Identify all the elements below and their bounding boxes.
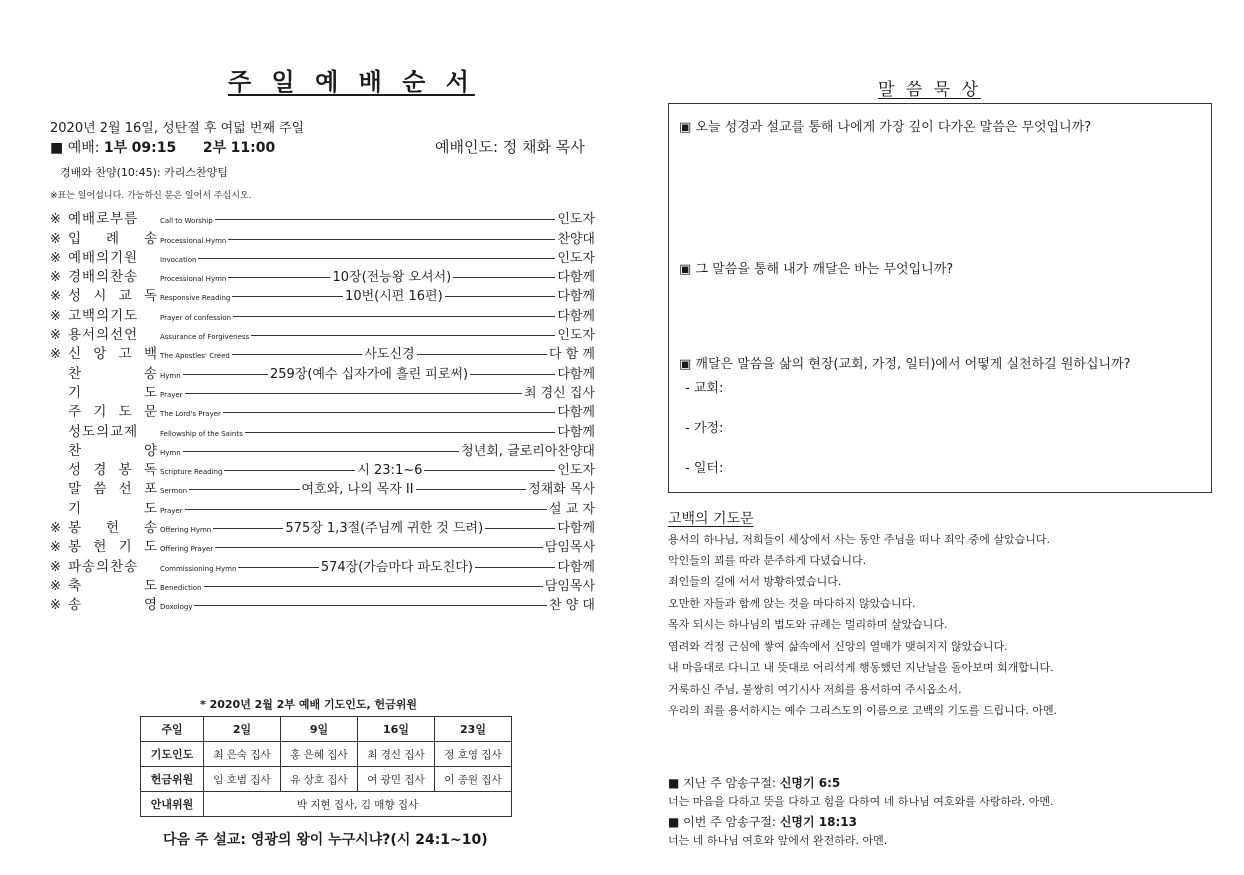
table-cell: 이 종원 집사 bbox=[435, 767, 512, 792]
table-cell: 여 광민 집사 bbox=[358, 767, 435, 792]
second-service-num: 2부 bbox=[202, 140, 227, 156]
service-date: 2020년 2월 16일, 성탄절 후 여덟 번째 주일 bbox=[50, 121, 305, 136]
order-mark-icon: ※ bbox=[50, 289, 61, 305]
order-item-name: 성 시 교 독 bbox=[68, 288, 158, 305]
duty-table-title: * 2020년 2월 2부 예배 기도인도, 헌금위원 bbox=[200, 698, 417, 711]
last-week-memory-verse bbox=[668, 774, 840, 791]
order-item-detail: 259장(예수 십자가에 흘린 피로써) bbox=[269, 366, 469, 382]
order-item-english: Prayer bbox=[160, 506, 183, 515]
leader-line bbox=[213, 528, 283, 529]
order-item-responsible: 찬 양 대 bbox=[549, 598, 595, 614]
order-row bbox=[50, 382, 595, 401]
order-item-english: Sermon bbox=[160, 487, 188, 496]
order-mark-icon: ※ bbox=[50, 250, 61, 266]
row-label: 기도인도 bbox=[141, 742, 204, 767]
table-row bbox=[141, 742, 512, 767]
order-item-responsible: 설 교 자 bbox=[549, 501, 595, 517]
order-mark-icon: ※ bbox=[50, 559, 61, 575]
order-item-english: Responsive Reading bbox=[160, 294, 231, 303]
order-row bbox=[50, 324, 595, 343]
service-label: 예배: bbox=[67, 140, 100, 156]
confession-line: 염려와 걱정 근심에 쌓여 삶속에서 신앙의 열매가 맺혀지지 않았습니다. bbox=[668, 640, 1008, 653]
leader-line bbox=[424, 470, 555, 471]
table-cell: 홍 은혜 집사 bbox=[281, 742, 358, 767]
leader-line bbox=[232, 296, 343, 297]
confession-line: 죄인들의 길에 서서 방황하였습니다. bbox=[668, 575, 842, 588]
order-row bbox=[50, 285, 595, 304]
leader-line bbox=[224, 470, 355, 471]
first-service-time: 09:15 bbox=[131, 140, 177, 156]
order-item-name: 예배의기원 bbox=[68, 249, 139, 266]
order-item-responsible: 인도자 bbox=[557, 328, 595, 344]
table-cell: 유 상호 집사 bbox=[281, 767, 358, 792]
order-row bbox=[50, 536, 595, 555]
order-item-detail: 여호와, 나의 목자 II bbox=[301, 482, 414, 498]
table-cell: 박 지현 집사, 김 매향 집사 bbox=[204, 792, 512, 817]
order-item-english: Doxology bbox=[160, 603, 193, 612]
order-item-name: 축 도 bbox=[68, 577, 158, 594]
leader-line bbox=[189, 489, 299, 490]
header-cell: 9일 bbox=[281, 717, 358, 742]
order-row bbox=[50, 401, 595, 420]
table-row bbox=[141, 792, 512, 817]
order-item-english: The Apostles' Creed bbox=[160, 352, 230, 361]
this-week-verse-text: 너는 네 하나님 여호와 앞에서 완전하라. 아멘. bbox=[668, 834, 888, 847]
leader-line bbox=[204, 586, 543, 587]
leader-line bbox=[183, 451, 459, 452]
order-mark-icon: ※ bbox=[50, 270, 61, 286]
order-mark-icon: ※ bbox=[50, 231, 61, 247]
order-item-name: 용서의선언 bbox=[68, 327, 139, 344]
stand-note: ※표는 일어섭니다. 가능하신 분은 일어서 주십시오. bbox=[50, 191, 252, 201]
order-item-name: 찬 양 bbox=[68, 442, 158, 459]
order-row bbox=[50, 459, 595, 478]
leader-line bbox=[416, 489, 526, 490]
first-service-num: 1부 bbox=[103, 140, 128, 156]
order-item-english: Benediction bbox=[160, 583, 202, 592]
confession-line: 내 마음대로 다니고 내 뜻대로 어리석게 행동했던 지난날을 돌아보며 회개합니다. bbox=[668, 661, 1054, 674]
last-week-ref: 신명기 6:5 bbox=[779, 776, 841, 790]
service-times bbox=[50, 137, 275, 157]
order-row bbox=[50, 517, 595, 536]
order-mark-icon: ※ bbox=[50, 521, 61, 537]
header-cell: 23일 bbox=[435, 717, 512, 742]
leader-line bbox=[251, 335, 555, 336]
order-item-responsible: 담임목사 bbox=[544, 578, 595, 594]
order-row bbox=[50, 594, 595, 613]
order-item-responsible: 정채화 목사 bbox=[528, 482, 595, 498]
order-item-name: 기 도 bbox=[68, 384, 158, 401]
last-week-verse-text: 너는 마음을 다하고 뜻을 다하고 힘을 다하여 네 하나님 여호와를 사랑하라. 아멘. bbox=[668, 795, 1054, 808]
header-cell: 16일 bbox=[358, 717, 435, 742]
order-item-name: 기 도 bbox=[68, 500, 158, 517]
header-cell: 2일 bbox=[204, 717, 281, 742]
leader-line bbox=[453, 277, 555, 278]
order-row bbox=[50, 266, 595, 285]
order-item-english: Scripture Reading bbox=[160, 468, 223, 477]
confession-title: 고백의 기도문 bbox=[668, 511, 754, 527]
order-item-name: 봉 헌 기 도 bbox=[68, 539, 158, 556]
order-row bbox=[50, 497, 595, 516]
order-item-detail: 575장 1,3절(주님께 귀한 것 드려) bbox=[285, 521, 484, 537]
order-item-responsible: 다함께 bbox=[557, 270, 596, 286]
order-item-english: Call to Worship bbox=[160, 217, 213, 226]
order-item-responsible: 다함께 bbox=[557, 521, 596, 537]
leader-line bbox=[228, 239, 555, 240]
order-row bbox=[50, 440, 595, 459]
leader-line bbox=[198, 258, 555, 259]
confession-line: 오만한 자들과 함께 앉는 것을 마다하지 않았습니다. bbox=[668, 597, 916, 610]
order-mark-icon: ※ bbox=[50, 540, 61, 556]
leader-line bbox=[238, 567, 318, 568]
table-cell: 최 경신 집사 bbox=[358, 742, 435, 767]
order-item-english: Processional Hymn bbox=[160, 275, 227, 284]
leader-line bbox=[215, 547, 543, 548]
order-item-english: Offering Prayer bbox=[160, 545, 214, 554]
this-week-memory-verse bbox=[668, 813, 857, 830]
work-item: - 일터: bbox=[685, 461, 724, 476]
leader-line bbox=[445, 296, 556, 297]
order-item-name: 송 영 bbox=[68, 597, 158, 614]
duty-table bbox=[140, 716, 512, 817]
worship-leader: 예배인도: 정 채화 목사 bbox=[435, 138, 585, 156]
order-row bbox=[50, 478, 595, 497]
church-item: - 교회: bbox=[685, 381, 724, 396]
order-row bbox=[50, 362, 595, 381]
order-row bbox=[50, 304, 595, 323]
this-week-ref: 신명기 18:13 bbox=[779, 815, 857, 829]
second-service-time: 11:00 bbox=[230, 140, 276, 156]
order-item-responsible: 인도자 bbox=[557, 212, 595, 228]
table-row bbox=[141, 767, 512, 792]
order-mark-icon: ※ bbox=[50, 308, 61, 324]
order-item-name: 예배로부름 bbox=[68, 211, 139, 228]
order-row bbox=[50, 343, 595, 362]
order-item-detail: 10번(시편 16편) bbox=[345, 289, 443, 305]
order-item-name: 찬 송 bbox=[68, 365, 158, 382]
order-item-detail: 사도신경 bbox=[364, 347, 415, 363]
order-item-responsible: 찬양대 bbox=[557, 231, 595, 247]
order-item-name: 고백의기도 bbox=[68, 307, 139, 324]
leader-line bbox=[475, 567, 555, 568]
leader-line bbox=[185, 509, 547, 510]
order-item-detail: 10장(전능왕 오셔서) bbox=[332, 270, 452, 286]
question-1: ▣ 오늘 성경과 설교를 통해 나에게 가장 깊이 다가온 말씀은 무엇입니까? bbox=[679, 120, 1092, 135]
meditation-title: 말 씀 묵 상 bbox=[878, 80, 981, 100]
order-row bbox=[50, 208, 595, 227]
table-cell: 최 은숙 집사 bbox=[204, 742, 281, 767]
order-item-name: 경배의찬송 bbox=[68, 269, 139, 286]
order-item-name: 말 씀 선 포 bbox=[68, 481, 158, 498]
order-item-responsible: 다함께 bbox=[557, 559, 595, 575]
order-item-name: 신 앙 고 백 bbox=[68, 346, 158, 363]
order-item-responsible: 인도자 bbox=[557, 463, 595, 479]
order-mark-icon: ※ bbox=[50, 347, 61, 363]
order-mark-icon: ※ bbox=[50, 328, 61, 344]
confession-line: 목자 되시는 하나님의 법도와 규례는 멀리하며 살았습니다. bbox=[668, 618, 948, 631]
order-mark-icon: ※ bbox=[50, 212, 61, 228]
leader-line bbox=[228, 277, 330, 278]
order-row bbox=[50, 555, 595, 574]
order-item-english: Offering Hymn bbox=[160, 526, 212, 535]
leader-line bbox=[485, 528, 555, 529]
leader-line bbox=[470, 374, 555, 375]
order-item-english: Processional Hymn bbox=[160, 236, 227, 245]
row-label: 헌금위원 bbox=[141, 767, 204, 792]
order-item-english: Assurance of Forgiveness bbox=[160, 333, 250, 342]
order-mark-icon: ※ bbox=[50, 578, 61, 594]
table-cell: 임 호범 집사 bbox=[204, 767, 281, 792]
order-row bbox=[50, 227, 595, 246]
order-item-responsible: 다함께 bbox=[557, 405, 595, 421]
order-row bbox=[50, 575, 595, 594]
order-item-detail: 574장(가슴마다 파도친다) bbox=[320, 559, 473, 575]
this-week-label: ■ 이번 주 암송구절: bbox=[668, 815, 776, 829]
page-title-worship-order: 주 일 예 배 순 서 bbox=[228, 68, 475, 96]
order-item-english: Commissioning Hymn bbox=[160, 564, 237, 573]
order-item-name: 주 기 도 문 bbox=[68, 404, 158, 421]
leader-line bbox=[233, 316, 555, 317]
duty-table-header bbox=[141, 717, 512, 742]
leader-line bbox=[245, 432, 556, 433]
order-item-name: 성도의교제 bbox=[68, 423, 139, 440]
order-item-name: 입 례 송 bbox=[68, 230, 158, 247]
order-item-responsible: 다함께 bbox=[557, 424, 595, 440]
confession-line: 우리의 죄를 용서하시는 예수 그리스도의 이름으로 고백의 기도를 드립니다. 아멘. bbox=[668, 704, 1058, 717]
header-cell: 주일 bbox=[141, 717, 204, 742]
order-item-name: 성 경 봉 독 bbox=[68, 462, 158, 479]
order-item-english: Fellowship of the Saints bbox=[160, 429, 243, 438]
leader-line bbox=[223, 412, 555, 413]
order-item-english: The Lord's Prayer bbox=[160, 410, 221, 419]
leader-line bbox=[185, 393, 522, 394]
confession-line: 용서의 하나님, 저희들이 세상에서 사는 동안 주님을 떠나 죄악 중에 살았습니다. bbox=[668, 533, 1050, 546]
next-sermon: 다음 주 설교: 영광의 왕이 누구시냐?(시 24:1~10) bbox=[163, 832, 488, 848]
order-item-responsible: 다함께 bbox=[557, 308, 595, 324]
order-item-english: Hymn bbox=[160, 448, 181, 457]
bullet-icon: ■ bbox=[50, 140, 64, 156]
table-cell: 정 호영 집사 bbox=[435, 742, 512, 767]
leader-line bbox=[194, 605, 547, 606]
order-item-responsible: 다함께 bbox=[557, 366, 596, 382]
meditation-box bbox=[668, 103, 1212, 493]
leader-line bbox=[417, 354, 547, 355]
order-item-responsible: 담임목사 bbox=[544, 540, 595, 556]
order-item-responsible: 다함께 bbox=[557, 289, 596, 305]
order-item-name: 봉 헌 송 bbox=[68, 520, 158, 537]
order-item-responsible: 인도자 bbox=[557, 250, 595, 266]
question-2: ▣ 그 말씀을 통해 내가 깨달은 바는 무엇입니까? bbox=[679, 262, 954, 277]
order-item-english: Hymn bbox=[160, 371, 181, 380]
order-row bbox=[50, 420, 595, 439]
leader-line bbox=[215, 219, 556, 220]
order-item-responsible: 청년회, 글로리아찬양대 bbox=[461, 443, 595, 459]
row-label: 안내위원 bbox=[141, 792, 204, 817]
praise-note: 경배와 찬양(10:45): 카리스찬양팀 bbox=[60, 166, 228, 179]
order-row bbox=[50, 247, 595, 266]
order-item-detail: 시 23:1~6 bbox=[357, 463, 423, 479]
order-item-name: 파송의찬송 bbox=[68, 558, 139, 575]
last-week-label: ■ 지난 주 암송구절: bbox=[668, 776, 776, 790]
order-item-responsible: 최 경신 집사 bbox=[523, 385, 595, 401]
leader-line bbox=[183, 374, 268, 375]
worship-order-list bbox=[50, 208, 595, 613]
order-mark-icon: ※ bbox=[50, 598, 61, 614]
order-item-responsible: 다 함 께 bbox=[549, 347, 595, 363]
order-item-english: Invocation bbox=[160, 255, 197, 264]
question-3: ▣ 깨달은 말씀을 삶의 현장(교회, 가정, 일터)에서 어떻게 실천하길 원하십니까? bbox=[679, 357, 1131, 372]
confession-line: 거룩하신 주님, 불쌍히 여기시사 저희를 용서하여 주시옵소서. bbox=[668, 683, 962, 696]
order-item-english: Prayer of confession bbox=[160, 313, 232, 322]
order-item-english: Prayer bbox=[160, 390, 183, 399]
home-item: - 가정: bbox=[685, 421, 724, 436]
leader-line bbox=[232, 354, 362, 355]
confession-line: 악인들의 꾀를 따라 분주하게 다녔습니다. bbox=[668, 554, 867, 567]
